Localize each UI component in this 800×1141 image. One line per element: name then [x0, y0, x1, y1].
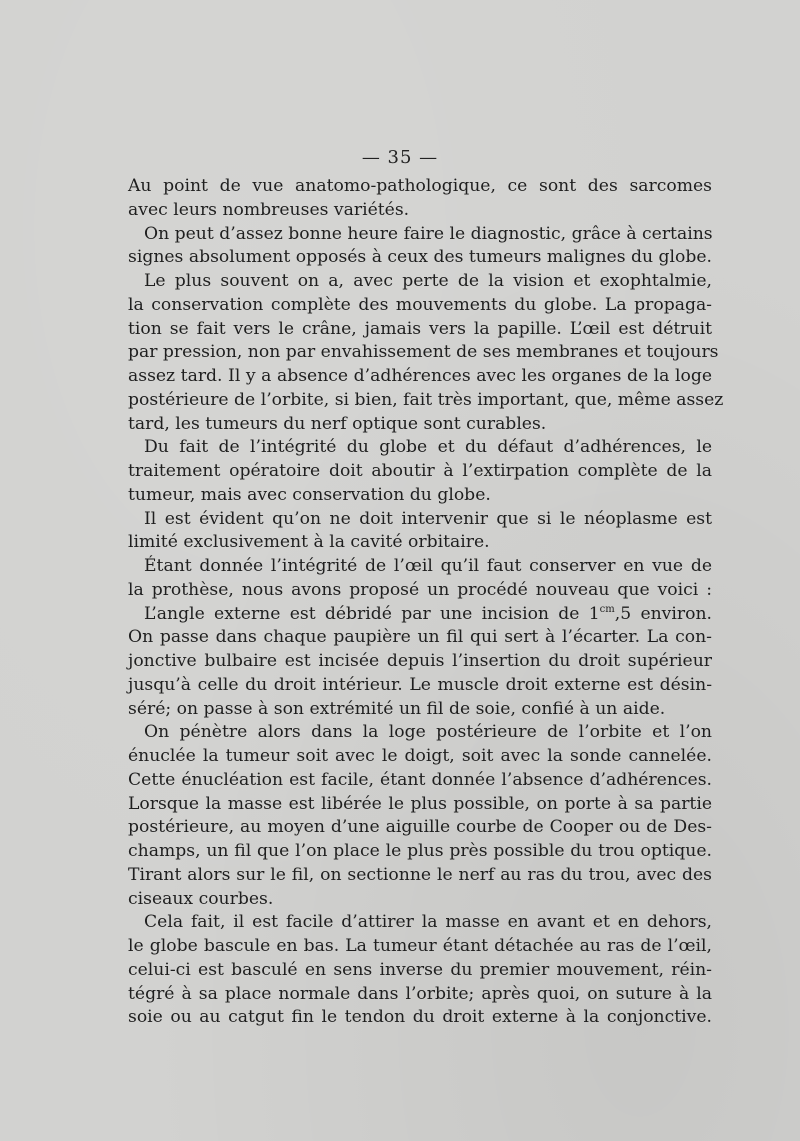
text-line: limité exclusivement à la cavité orbitaire.	[128, 532, 490, 553]
text-line: Cette énucléation est facile, étant donnée l’absence d’adhérences.	[128, 769, 712, 790]
text-line: Tirant alors sur le fil, on sectionne le nerf au ras du trou, avec des	[128, 864, 712, 885]
text-line: postérieure de l’orbite, si bien, fait très important, que, même assez	[128, 389, 724, 410]
text-line: On peut d’assez bonne heure faire le diagnostic, grâce à certains	[144, 223, 713, 244]
text-line: séré; on passe à son extrémité un fil de soie, confié à un aide.	[128, 698, 666, 719]
text-line: la conservation complète des mouvements du globe. La propaga-	[128, 294, 712, 315]
text-fragment: L’angle externe est débridé par une incision de 1	[144, 603, 600, 624]
body-text	[128, 175, 724, 1030]
text-line: jonctive bulbaire est incisée depuis l’insertion du droit supérieur	[128, 651, 712, 671]
text-line: tard, les tumeurs du nerf optique sont curables.	[128, 413, 547, 434]
text-line: Du fait de l’intégrité du globe et du défaut d’adhérences, le	[144, 437, 712, 458]
text-line: tion se fait vers le crâne, jamais vers la papille. L’œil est détruit	[128, 318, 712, 339]
text-line: Il est évident qu’on ne doit intervenir que si le néoplasme est	[144, 508, 712, 529]
text-line: soie ou au catgut fin le tendon du droit externe à la conjonctive.	[128, 1007, 712, 1028]
text-line: ciseaux courbes.	[128, 888, 274, 909]
text-line: par pression, non par envahissement de ses membranes et toujours	[128, 342, 719, 363]
text-line: On pénètre alors dans la loge postérieure de l’orbite et l’on	[144, 722, 712, 743]
text-line	[128, 603, 712, 627]
text-line: signes absolument opposés à ceux des tumeurs malignes du globe.	[128, 247, 713, 268]
text-line: On passe dans chaque paupière un fil qui sert à l’écarter. La con-	[128, 627, 712, 648]
text-line: jusqu’à celle du droit intérieur. Le muscle droit externe est désin-	[128, 674, 712, 695]
text-line: énuclée la tumeur soit avec le doigt, soit avec la sonde cannelée.	[128, 746, 712, 766]
text-line: Au point de vue anatomo-pathologique, ce sont des sarcomes	[128, 176, 712, 196]
text-line: Étant donnée l’intégrité de l’œil qu’il faut conserver en vue de	[144, 556, 712, 576]
text-line: assez tard. Il y a absence d’adhérences avec les organes de la loge	[128, 366, 712, 386]
page-number: — 35 —	[361, 147, 439, 168]
text-line: postérieure, au moyen d’une aiguille courbe de Cooper ou de Des-	[128, 817, 712, 838]
text-line: tumeur, mais avec conservation du globe.	[128, 484, 491, 505]
text-line: avec leurs nombreuses variétés.	[128, 199, 410, 220]
text-line: champs, un fil que l’on place le plus près possible du trou optique.	[128, 841, 712, 861]
text-line: traitement opératoire doit aboutir à l’extirpation complète de la	[128, 461, 712, 481]
text-line: Le plus souvent on a, avec perte de la vision et exophtalmie,	[144, 271, 712, 291]
text-fragment: ,5 environ.	[614, 603, 712, 624]
text-line: celui-ci est basculé en sens inverse du premier mouvement, réin-	[128, 959, 712, 980]
text-line: Cela fait, il est facile d’attirer la masse en avant et en dehors,	[144, 912, 712, 933]
text-line: tégré à sa place normale dans l’orbite; après quoi, on suture à la	[128, 983, 712, 1004]
text-line: le globe bascule en bas. La tumeur étant détachée au ras de l’œil,	[128, 936, 712, 956]
text-line: la prothèse, nous avons proposé un procédé nouveau que voici :	[128, 579, 712, 600]
unit-superscript: cm	[599, 603, 615, 615]
text-line: Lorsque la masse est libérée le plus possible, on porte à sa partie	[128, 793, 712, 814]
